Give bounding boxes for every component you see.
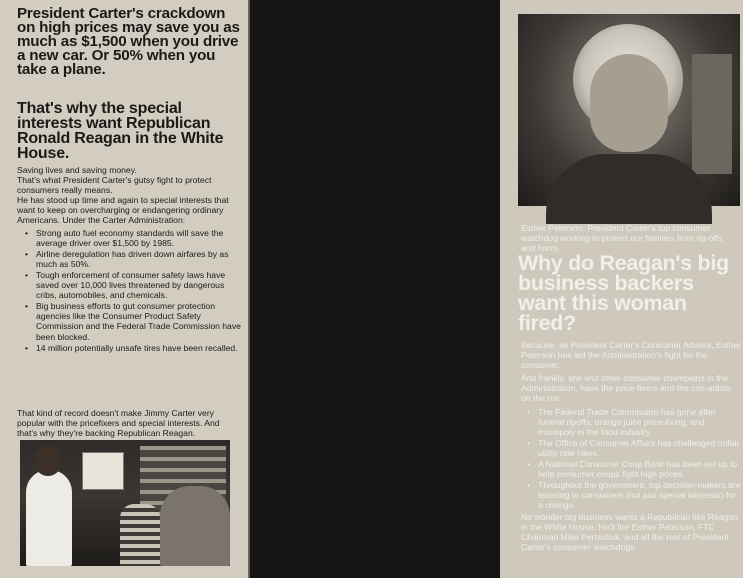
right-panel [250,0,741,578]
list-item: • Big business efforts to gut consumer protection agencies like the Consumer Product Safety Commission and the Federal Trade Commission have been blocked. [36,301,241,341]
right-body-text [521,340,741,555]
list-item: • A National Consumer Coop Bank has been set up to help consumer coops fight high prices. [538,459,741,479]
photo-caption: Esther Peterson. President Carter's top consumer watchdog working to protect our families from rip-offs and harm. [521,223,723,253]
right-headline: Why do Reagan's big business backers want this woman fired? [518,251,729,335]
intro-line: That's what President Carter's gutsy fight to protect consumers really means. [17,175,212,196]
intro-line: He has stood up time and again to special interests that want to keep on overcharging or endangering ordinary Americans. Under the Carter Administration: [17,195,229,226]
list-item: • 14 million potentially unsafe tires have been recalled. [36,343,241,353]
list-item: • Airline deregulation has driven down airfares by as much as 50%. [36,249,241,269]
pharmacist-head [34,446,62,476]
left-headline-secondary: That's why the special interests want Republican Ronald Reagan in the White House. [17,100,224,162]
woman-figure [160,486,230,566]
list-item: • Strong auto fuel economy standards will save the average driver over $1,500 by 1985. [36,228,241,248]
list-item: • Throughout the government, top decision-makers are listening to consumers (not just special interests) for a change. [538,480,741,510]
esther-peterson-photo [518,14,740,206]
body-paragraph: Because, as President Carter's Consumer Advisor, Esther Peterson has led the Administration's fight for the consumer. [521,340,741,371]
child-figure [120,504,160,566]
list-item: • The Office of Consumer Affairs has challenged unfair utility rate hikes. [538,438,741,458]
list-item: • The Federal Trade Commission has gone after funeral ripoffs, orange juice price-fixing, and monopoly in the food industry. [538,407,741,437]
pharmacist-figure [26,470,72,566]
intro-line: Saving lives and saving money. [17,165,137,175]
left-bullet-list [17,228,241,353]
closing-paragraph: No wonder big business wants a Republican like Reagan in the White House. He'll fire Esther Peterson, FTC Chairman Mike Pertschuk, and all the rest of President Carter's consumer watchdogs. [521,511,738,552]
consumer-photo [20,440,230,566]
store-sign [82,452,124,490]
list-item: • Tough enforcement of consumer safety laws have saved over 10,000 lives threatened by dangerous cribs, automobiles, and chemicals. [36,270,241,300]
left-body-text [17,165,241,354]
portrait-shoulders [546,154,712,224]
body-paragraph: And frankly, she and other consumer champions in the Administration, have the price-fixers and the con-artists on the run. [521,373,731,404]
left-panel [0,0,250,578]
left-closing-text: That kind of record doesn't make Jimmy Carter very popular with the pricefixers and special interests. And that's why they're backing Republican Reagan. [17,408,220,439]
portrait-face [590,54,668,152]
right-bullet-list [521,407,741,511]
left-headline-primary: President Carter's crackdown on high prices may save you as much as $1,500 when you drive a new car. Or 50% when you take a plane. [17,5,240,78]
photo-background [692,54,732,174]
